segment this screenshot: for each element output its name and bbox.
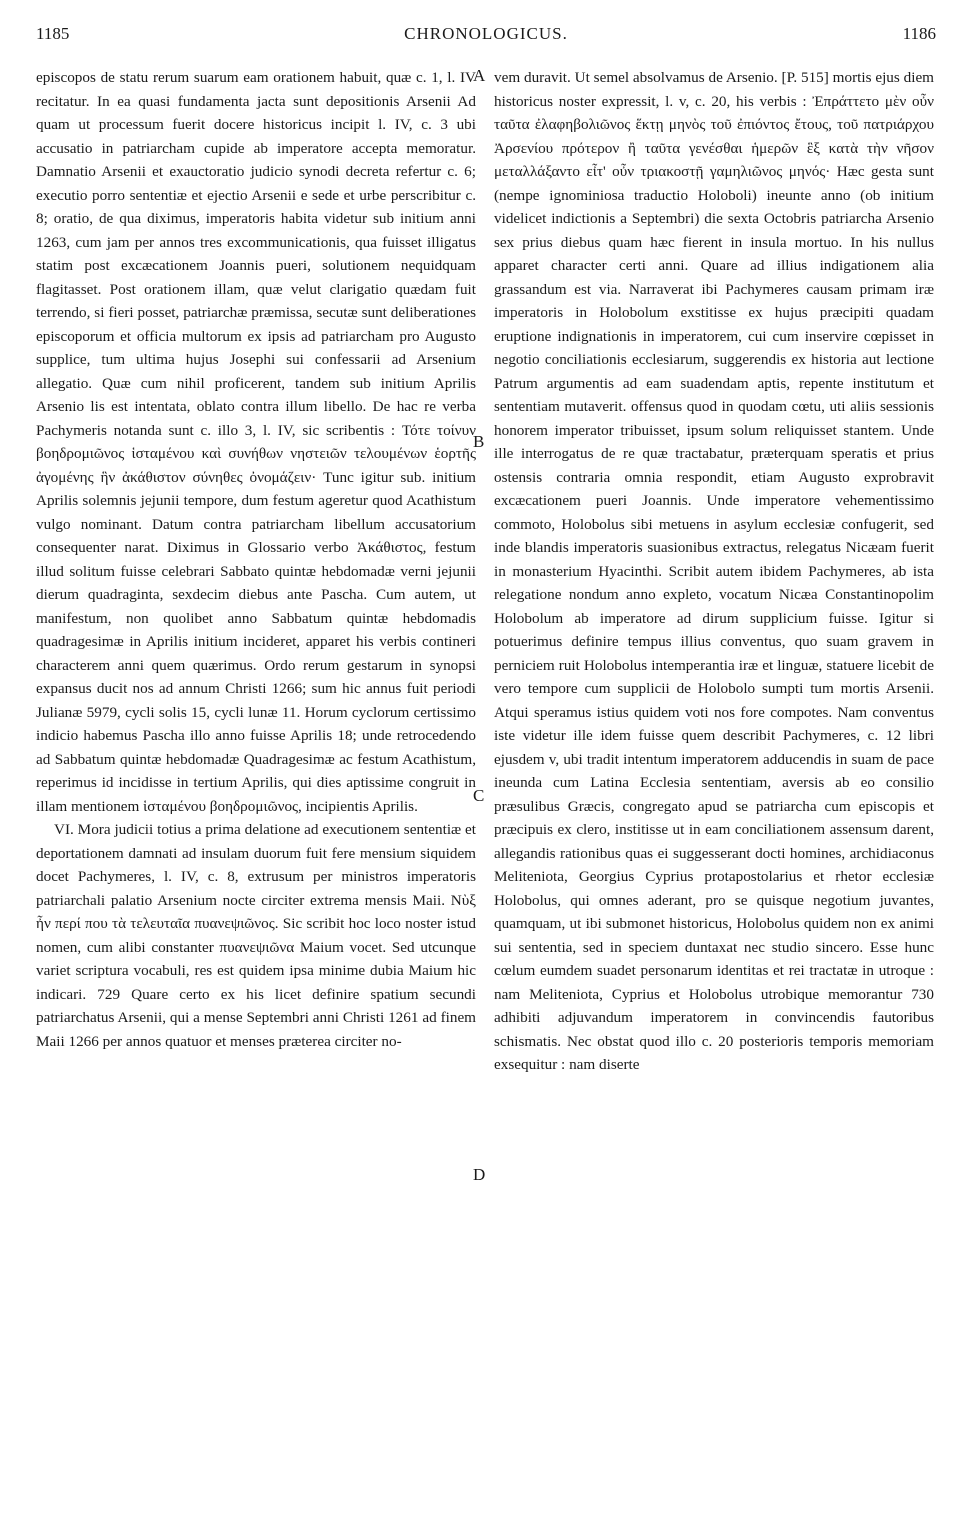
right-paragraph: vem duravit. Ut semel absolvamus de Arsenio. [P. 515] mortis ejus diem historicus noster expressit, l. v, c. 20, his verbis : Ἐπράττετο μὲν οὖν ταῦτα ἐλαφηβολιῶνος ἕκτῃ μηνὸς τοῦ ἐπιόντος ἔτους, τοῦ πατριάρχου Ἀρσενίου πρότερον ἢ ταῦτα γενέσθαι ἡμερῶν ἓξ κατὰ τὴν νῆσον μεταλλάξαντο εἶτ' οὖν τριακοστῇ γαμηλιῶνος μηνός· Hæc gesta sunt (nempe ignominiosa traductio Holoboli) ineunte anno (ob initium videlicet indictionis a Septembri) die sexta Octobris patriarcha Arsenio sex prius diebus quam hæc fierent in insula mortuo. In his nullus apparet character certi anni. Quare ad illius indigationem alia grassandum est via. Narraverat ibi Pachymeres causam primam iræ imperatoris in Holobolum exstitisse ex hujus præcipiti quadam eruptione indignationis in imperatorem, cui cum inservire cœpisset in negotio conciliationis ecclesiarum, suggerendis ex historia aut lectione Patrum argumentis ad eam suadendam aptis, repente institutum et sententiam mutaverit. offensus quod in quodam cœtu, uti aliis sessionis honorem imperator tribuisset, ipsum solum reliquisset stantem. Unde ille interrogatus de re quæ tractabatur, præterquam speratis et prius ostensis contraria omnia respondit, etiam Augusto exprobravit excæcationem pueri Joannis. Unde imperatore vehementissimo commoto, Holobolus sibi metuens in asylum ecclesiæ confugerit, sed inde blandis imperatoris suasionibus extractus, relegatus Nicæam fuerit in monasterium Hyacinthi. Scribit autem ibidem Pachymeres, ab ista relegatione nondum anno expleto, vocatum Nicæa Constantinopolim Holobolum ab imperatore ad dirum supplicium fuisse. Igitur si potuerimus definire tempus illius conventus, quo suam gravem in perniciem ruit Holobolus intemperantia iræ et linguæ, statuere licebit de vero tempore cum supplicii de Holobolo sumpti tum mortis Arsenii. Atqui speramus istius quidem voti nos fore compotes. Nam conventus iste videtur ille idem fuisse quem describit Pachymeres, c. 12 libri ejusdem v, ubi tradit intentum imperatorem adducendis in suam de pace ineunda cum Latina Ecclesia sententiam, aversis ab eo consilio præsulibus Græcis, congregato apud se patriarcha cum episcopis et præcipuis ex clero, institisse ut in eam conciliationem assensum darent, allegandis rationibus quas ei suggesserant docti homines, archidiaconus Meliteniota, Georgius Cyprius protapostolarius et rhetor ecclesiæ Holobolus, qui omnes aderant, pro se quisque negotium juvantes, quamquam, ut ibi submonet historicus, Holobolus quidem non ex animi sui sententia, sed in speciem duntaxat nec studio sincero. Esse hunc cœlum eumdem suadet personarum identitas et rei tractatæ in utroque : nam Meliteniota, Cyprius et Holobolus utrobique memorantur 730 adhibiti adjuvandum imperatorem in convincendis fautoribus schismatis. Nec obstat quod illo c. 20 posterioris temporis memoriam exsequitur : nam diserte	[494, 69, 934, 1073]
left-paragraph: episcopos de statu rerum suarum eam orationem habuit, quæ c. 1, l. IV recitatur. In ea quasi fundamenta jacta sunt depositionis Arsenii Ad quam ut processum fuerit docere historicus incipit l. IV, c. 3 ubi accusatio in patriarcham cupide ab imperatore accepta memoratur. Damnatio Arsenii et exauctoratio judicio synodi decreta refertur c. 6; executio porro sententiæ et ejectio Arsenii e sede et urbe perscribitur c. 8; oratio, de qua diximus, imperatoris habita videtur sub initium anni 1263, cum jam per annos tres excommunicationis, qua fuisset illigatus statim post excæcationem Joannis pueri, solutionem nequidquam flagitasset. Post orationem illam, quæ velut clarigatio quædam fuit terrendo, si fieri posset, patriarchæ præmissa, secutæ sunt deliberationes episcoporum et officia multorum ex ipsis ad patriarcham pro Augusto supplice, tum ultima hujus Josephi sui confessarii ad Arsenium allegatio. Quæ cum nihil proficerent, tandem sub initium Aprilis Arsenio lis est intentata, oblato contra illum libello. De hac re verba Pachymeris notanda sunt c. illo 3, l. IV, sic scribentis : Τότε τοίνυν βοηδρομιῶνος ἱσταμένου καὶ συνήθων νηστειῶν τελουμένων ἑορτῆς ἀγομένης ἣν ἀκάθιστον σύνηθες ὀνομάζειν· Tunc igitur sub. initium Aprilis solemnis jejunii tempore, dum festum ageretur quod Acathistum vulgo nominant. Datum contra patriarcham libellum accusatorium consequenter narat. Diximus in Glossario verbo Ἀκάθιστος, festum illud solitum fuisse celebrari Sabbato quintæ hebdomadæ verni jejunii dierum quadraginta, sexdecim diebus ante Pascha. Cum autem, ut manifestum, non quolibet anno Sabbatum quintæ hebdomadis quadragesimæ in Aprilis initium incideret, apparet his verbis contineri characterem anni quem quærimus. Ordo rerum gestarum in synopsi expansus ducit nos ad annum Christi 1266; sum hic annus fuit periodi Julianæ 5979, cycli solis 15, cycli lunæ 11. Horum cyclorum certissimo indicio habemus Pascha illo anno fuisse Aprilis 18; unde retrocedendo ad Sabbatum quintæ hebdomadæ Quadragesimæ ac festum Acathistum, reperimus id incidisse in tertium Aprilis, qui dies aptissime congruit in illam mentionem ἱσταμένου βοηδρομιῶνος, incipientis Aprilis.	[36, 69, 476, 815]
left-column	[36, 66, 476, 1053]
right-column	[494, 66, 934, 1077]
running-title: CHRONOLOGICUS.	[404, 24, 568, 43]
margin-letter-b: B	[473, 432, 485, 451]
left-paragraph: VI. Mora judicii totius a prima delatione ad executionem sententiæ et deportationem damnati ad insulam duorum fuit fere mensium siquidem docet Pachymeres, l. IV, c. 8, extrusum per ministros imperatoris patriarchali palatio Arsenium nocte circiter extrema mensis Maii. Νὺξ ἦν περί που τὰ τελευταῖα πυανεψιῶνος. Sic scribit hoc loco noster istud nomen, cum alibi constanter πυανεψιῶνα Maium vocet. Sed utcunque variet scriptura vocabuli, res est quidem ipsa minime dubia Maium hic indicari. 729 Quare certo ex his licet definire spatium secundi patriarchatus Arsenii, qui a mense Septembri anni Christi 1261 ad finem Maii 1266 per annos quatuor et menses præterea circiter no-	[36, 821, 476, 1050]
running-header	[36, 14, 936, 44]
margin-letter-c: C	[473, 786, 485, 805]
page-number-right: 1186	[902, 24, 936, 43]
page-number-left: 1185	[36, 24, 70, 43]
margin-letter-d: D	[473, 1165, 486, 1184]
margin-letter-a: A	[473, 66, 486, 85]
